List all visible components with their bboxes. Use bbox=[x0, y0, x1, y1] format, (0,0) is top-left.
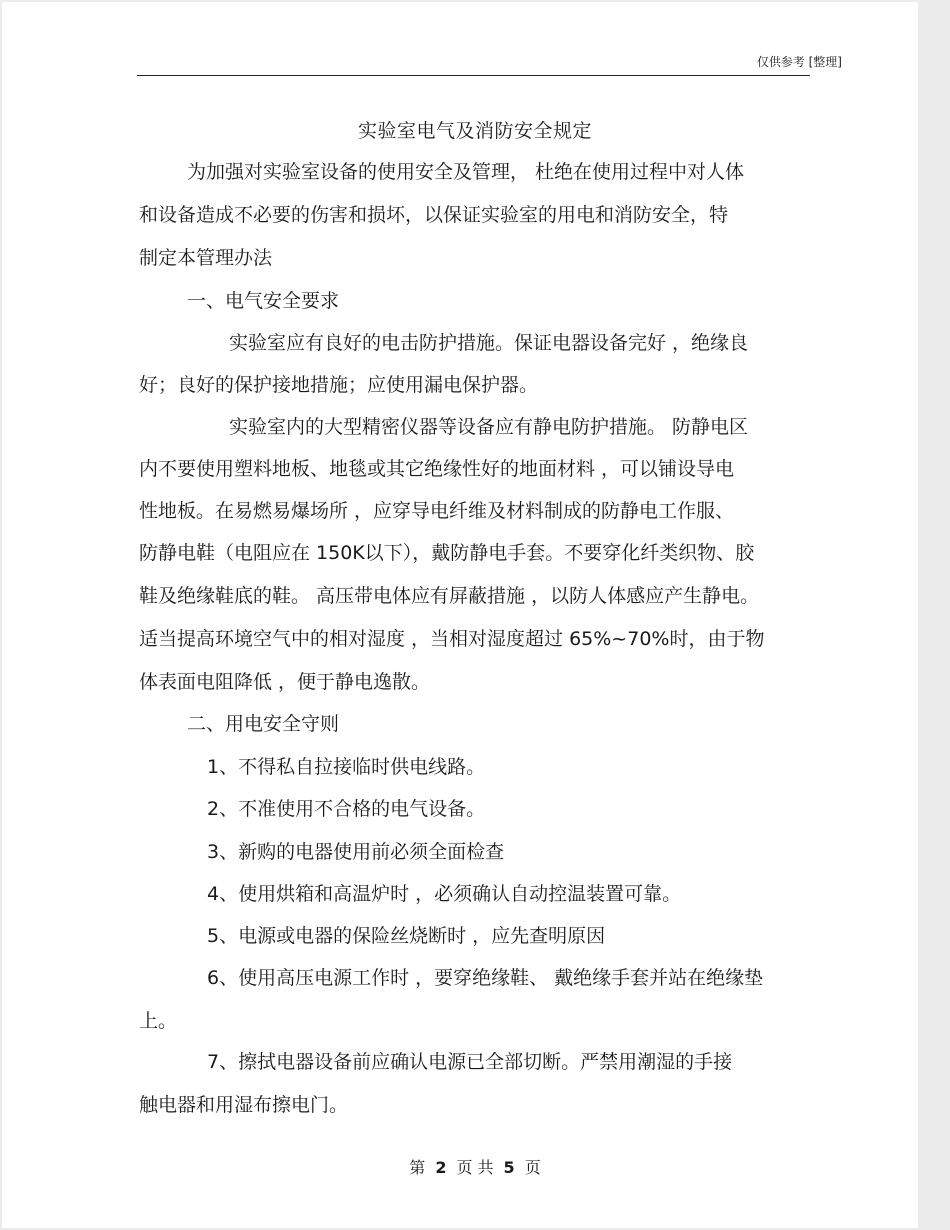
section-heading: 一、电气安全要求 bbox=[187, 290, 340, 312]
footer-total-pages: 5 bbox=[503, 1158, 515, 1177]
paragraph-line: 制定本管理办法 bbox=[139, 247, 273, 269]
document-page bbox=[2, 2, 918, 1228]
rule-item: 1、不得私自拉接临时供电线路。 bbox=[207, 756, 486, 778]
document-title: 实验室电气及消防安全规定 bbox=[357, 120, 592, 142]
paragraph-line: 实验室内的大型精密仪器等设备应有静电防护措施。 防静电区 bbox=[229, 416, 749, 438]
paragraph-line: 防静电鞋（电阻应在 150K以下），戴防静电手套。不要穿化纤类织物、胶 bbox=[139, 542, 755, 564]
rule-item: 3、新购的电器使用前必须全面检查 bbox=[207, 841, 505, 863]
rule-item: 6、使用高压电源工作时 ，要穿绝缘鞋、 戴绝缘手套并站在绝缘垫 bbox=[207, 967, 764, 989]
footer-suffix: 页 bbox=[524, 1158, 541, 1177]
footer-page-number: 2 bbox=[435, 1158, 447, 1177]
page-footer bbox=[0, 1155, 950, 1178]
paragraph-line: 和设备造成不必要的伤害和损坏，以保证实验室的用电和消防安全，特 bbox=[139, 204, 729, 226]
rule-item: 2、不准使用不合格的电气设备。 bbox=[207, 798, 486, 820]
rule-item: 7、擦拭电器设备前应确认电源已全部切断。严禁用潮湿的手接 bbox=[207, 1051, 733, 1073]
paragraph-line: 体表面电阻降低 ，便于静电逸散。 bbox=[139, 671, 431, 693]
paragraph-line: 鞋及绝缘鞋底的鞋。 高压带电体应有屏蔽措施 ，以防人体感应产生静电。 bbox=[139, 585, 760, 607]
paragraph-line: 上。 bbox=[139, 1010, 178, 1032]
paragraph-line: 触电器和用湿布擦电门。 bbox=[139, 1094, 349, 1116]
paragraph-line: 好；良好的保护接地措施；应使用漏电保护器。 bbox=[139, 374, 539, 396]
rule-item: 5、电源或电器的保险丝烧断时 ，应先查明原因 bbox=[207, 925, 606, 947]
paragraph-line: 内不要使用塑料地板、地毯或其它绝缘性好的地面材料 ，可以铺设导电 bbox=[139, 458, 735, 480]
paragraph-line: 性地板。在易燃易爆场所 ，应穿导电纤维及材料制成的防静电工作服、 bbox=[139, 500, 735, 522]
paragraph-line: 适当提高环境空气中的相对湿度 ，当相对湿度超过 65%~70%时，由于物 bbox=[139, 628, 765, 650]
header-note: 仅供参考 [整理] bbox=[756, 55, 842, 69]
rule-item: 4、使用烘箱和高温炉时 ，必须确认自动控温装置可靠。 bbox=[207, 883, 682, 905]
paragraph-line: 实验室应有良好的电击防护措施。保证电器设备完好 ，绝缘良 bbox=[229, 332, 749, 354]
footer-middle: 页 共 bbox=[456, 1158, 494, 1177]
footer-prefix: 第 bbox=[409, 1158, 426, 1177]
header-divider bbox=[137, 75, 810, 76]
paragraph-line: 为加强对实验室设备的使用安全及管理， 杜绝在使用过程中对人体 bbox=[187, 161, 745, 183]
section-heading: 二、用电安全守则 bbox=[187, 713, 340, 735]
